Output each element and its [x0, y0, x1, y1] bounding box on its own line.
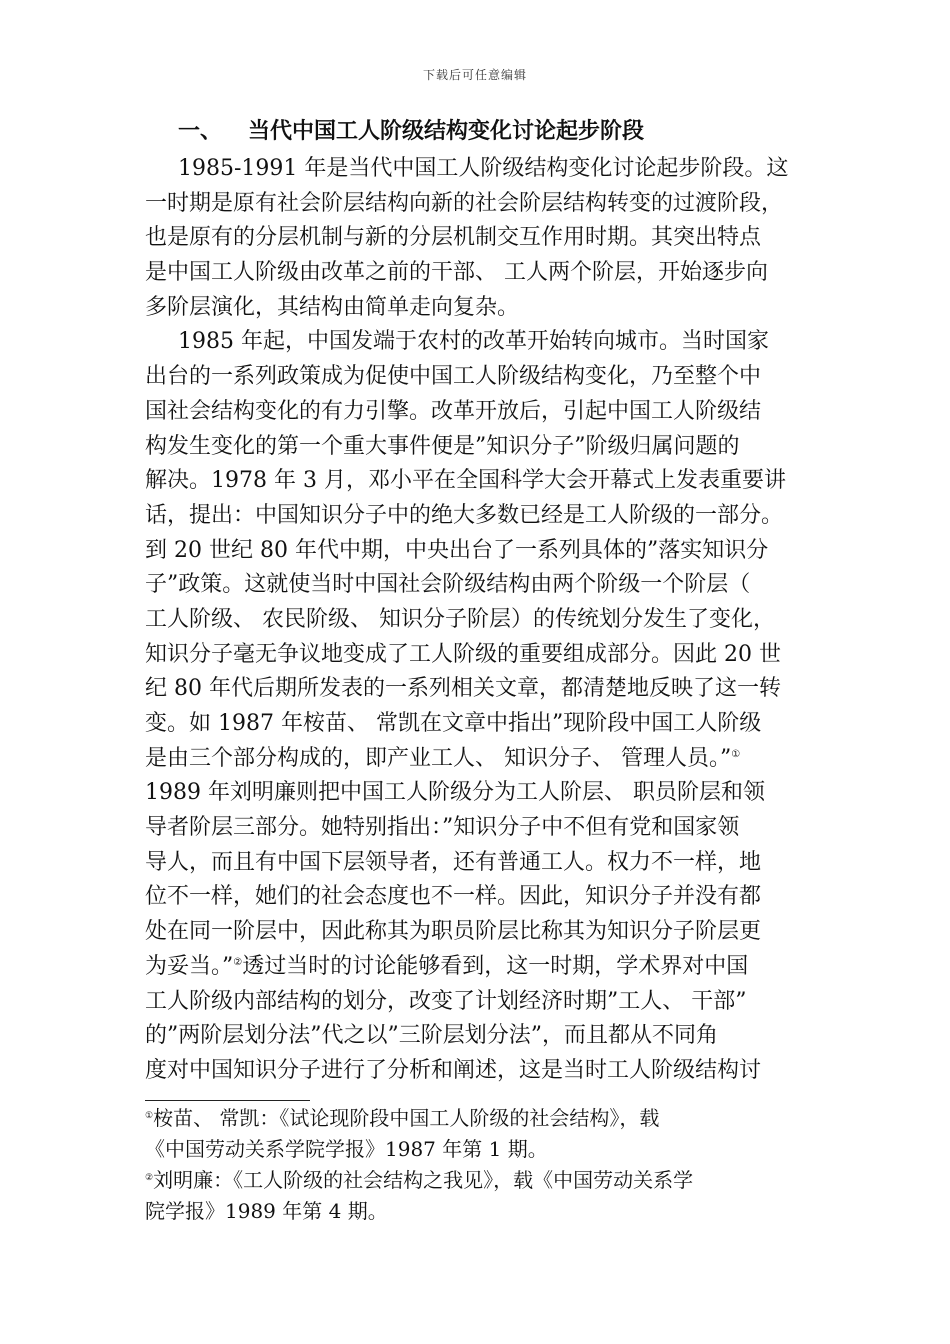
- text-line: 国社会结构变化的有力引擎。改革开放后，引起中国工人阶级结: [145, 398, 762, 424]
- text-line: 知识分子毫无争议地变成了工人阶级的重要组成部分。因此 20 世: [145, 641, 781, 667]
- footnote-divider: [145, 1100, 310, 1101]
- text-line: 的”两阶层划分法”代之以”三阶层划分法”，而且都从不同角: [145, 1023, 718, 1049]
- text-line: [145, 742, 805, 777]
- text-line: 多阶层演化，其结构由简单走向复杂。: [145, 294, 520, 320]
- text-line: 1985 年起，中国发端于农村的改革开始转向城市。当时国家: [178, 329, 769, 355]
- body-text: [145, 152, 805, 1089]
- text-segment: 为妥当。”: [145, 953, 234, 979]
- text-segment: 透过当时的讨论能够看到，这一时期，学术界对中国: [242, 953, 749, 979]
- text-line: 工人阶级、 农民阶级、 知识分子阶层）的传统划分发生了变化，: [145, 606, 775, 632]
- text-line: 子”政策。这就使当时中国社会阶级结构由两个阶级一个阶层（: [145, 572, 751, 598]
- text-line: 纪 80 年代后期所发表的一系列相关文章，都清楚地反映了这一转: [145, 676, 781, 702]
- footnote-text: 桉苗、 常凯：《试论现阶段中国工人阶级的社会结构》，载: [153, 1106, 660, 1130]
- text-line: [145, 950, 805, 985]
- footnote-1-cont: 《中国劳动关系学院学报》1987 年第 1 期。: [145, 1137, 548, 1161]
- section-title: 当代中国工人阶级结构变化讨论起步阶段: [248, 119, 645, 144]
- text-line: 一时期是原有社会阶层结构向新的社会阶层结构转变的过渡阶段，: [145, 190, 784, 216]
- text-segment: 是由三个部分构成的，即产业工人、 知识分子、 管理人员。”: [145, 745, 732, 771]
- text-line: 1985-1991 年是当代中国工人阶级结构变化讨论起步阶段。这: [178, 156, 789, 181]
- footnote-ref-1[interactable]: ①: [731, 748, 741, 760]
- page-header-note: 下载后可任意编辑: [422, 68, 527, 82]
- text-line: 变。如 1987 年桉苗、 常凯在文章中指出”现阶段中国工人阶级: [145, 711, 762, 736]
- footnote-2: [145, 1165, 825, 1196]
- text-line: 构发生变化的第一个重大事件便是”知识分子”阶级归属问题的: [145, 433, 740, 459]
- text-line: 工人阶级内部结构的划分，改变了计划经济时期”工人、 干部”: [145, 988, 747, 1014]
- text-line: 导人，而且有中国下层领导者，还有普通工人。权力不一样，地: [145, 849, 762, 875]
- footnote-1: [145, 1103, 825, 1134]
- text-line: 位不一样，她们的社会态度也不一样。因此，知识分子并没有都: [145, 884, 762, 910]
- text-line: 度对中国知识分子进行了分析和阐述，这是当时工人阶级结构讨: [145, 1057, 762, 1083]
- text-line: 1989 年刘明廉则把中国工人阶级分为工人阶层、 职员阶层和领: [145, 780, 765, 806]
- footnote-mark-2: ②: [145, 1173, 154, 1183]
- section-number: 一、: [178, 119, 223, 144]
- text-line: 是中国工人阶级由改革之前的干部、 工人两个阶层，开始逐步向: [145, 260, 768, 286]
- footnote-ref-2[interactable]: ②: [233, 956, 243, 968]
- footnote-2-cont: 院学报》1989 年第 4 期。: [145, 1199, 388, 1223]
- section-heading: [178, 114, 644, 145]
- text-line: 导者阶层三部分。她特别指出：”知识分子中不但有党和国家领: [145, 815, 740, 841]
- footnotes: [145, 1103, 825, 1227]
- footnote-mark-1: ①: [145, 1111, 154, 1121]
- text-line: 处在同一阶层中，因此称其为职员阶层比称其为知识分子阶层更: [145, 919, 762, 945]
- text-line: 解决。1978 年 3 月，邓小平在全国科学大会开幕式上发表重要讲: [145, 468, 786, 494]
- text-line: 话，提出：中国知识分子中的绝大多数已经是工人阶级的一部分。: [145, 502, 784, 528]
- text-line: 到 20 世纪 80 年代中期，中央出台了一系列具体的”落实知识分: [145, 537, 769, 563]
- text-line: 也是原有的分层机制与新的分层机制交互作用时期。其突出特点: [145, 225, 762, 251]
- text-line: 出台的一系列政策成为促使中国工人阶级结构变化，乃至整个中: [145, 364, 762, 390]
- footnote-text: 刘明廉：《工人阶级的社会结构之我见》，载《中国劳动关系学: [153, 1168, 694, 1192]
